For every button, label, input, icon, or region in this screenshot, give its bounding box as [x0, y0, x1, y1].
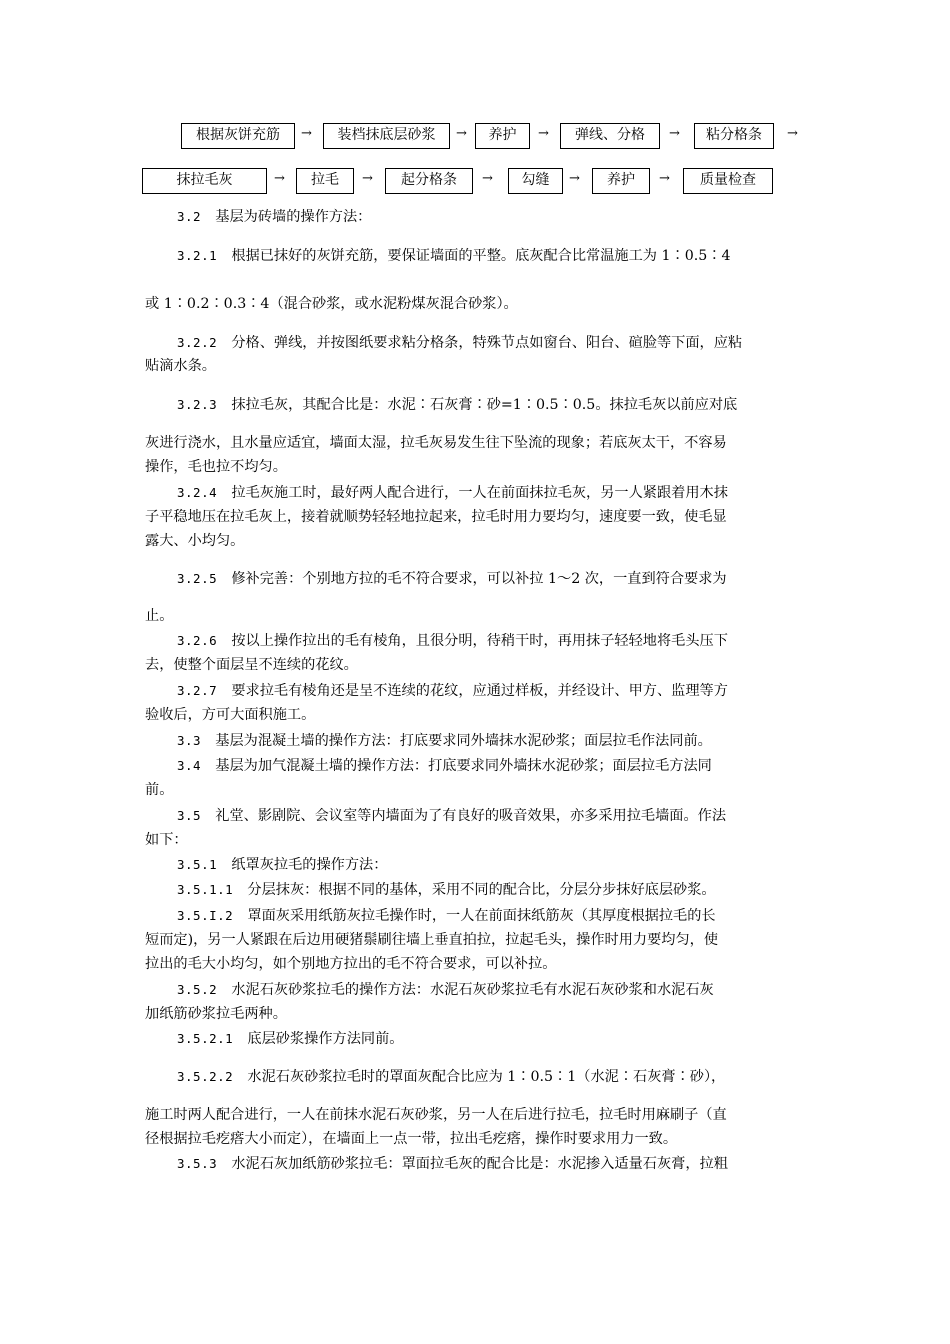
- para-3-2-6: [177, 631, 810, 651]
- section-number: 3.4: [177, 758, 202, 773]
- flow-step-9: 勾缝: [508, 168, 563, 194]
- para-3-5-1-2: [177, 906, 810, 926]
- section-text: 基层为加气混凝土墙的操作方法：打底要求同外墙抹水泥砂浆；面层拉毛方法同: [215, 758, 712, 774]
- para-3-2-1-cont: 或 1∶0.2∶0.3∶4（混合砂浆，或水泥粉煤灰混合砂浆）。: [145, 296, 518, 312]
- para-text: 罩面灰采用纸筋灰拉毛操作时，一人在前面抹纸筋灰（其厚度根据拉毛的长: [247, 908, 716, 924]
- section-number: 3.2.7: [177, 683, 218, 698]
- arrow-icon: →: [301, 126, 312, 141]
- para-text: 拉毛灰施工时，最好两人配合进行，一人在前面抹拉毛灰，另一人紧跟着用木抹: [231, 485, 728, 501]
- section-number: 3.5.2.2: [177, 1069, 234, 1084]
- section-number: 3.5.I.2: [177, 908, 234, 923]
- section-3-4: [177, 756, 810, 776]
- para-3-5-2-1: [177, 1029, 810, 1049]
- arrow-icon: →: [482, 171, 493, 186]
- para-3-2-3: [177, 395, 810, 415]
- section-text: 基层为砖墙的操作方法：: [215, 209, 372, 225]
- para-text: 水泥石灰加纸筋砂浆拉毛：罩面拉毛灰的配合比是：水泥掺入适量石灰膏，拉粗: [231, 1156, 728, 1172]
- para-3-5-2: [177, 980, 810, 1000]
- arrow-icon: →: [362, 171, 373, 186]
- para-text: 按以上操作拉出的毛有棱角，且很分明，待稍干时，再用抹子轻轻地将毛头压下: [231, 633, 728, 649]
- para-3-2-4-cont: 子平稳地压在拉毛灰上，接着就顺势轻轻地拉起来，拉毛时用力要均匀，速度要一致，使毛显: [145, 509, 727, 525]
- para-text: 抹拉毛灰，其配合比是：水泥∶石灰膏∶砂=1∶0.5∶0.5。抹拉毛灰以前应对底: [231, 397, 738, 413]
- section-number: 3.5.1: [177, 857, 218, 872]
- section-number: 3.5.3: [177, 1156, 218, 1171]
- section-3-5-cont: 如下：: [145, 832, 188, 848]
- para-text: 修补完善：个别地方拉的毛不符合要求，可以补拉 1～2 次，一直到符合要求为: [231, 571, 727, 587]
- para-3-5-1-1: [177, 880, 810, 900]
- section-number: 3.2.4: [177, 485, 218, 500]
- section-text: 礼堂、影剧院、会议室等内墙面为了有良好的吸音效果，亦多采用拉毛墙面。作法: [215, 808, 727, 824]
- flow-step-3: 养护: [475, 123, 530, 149]
- section-3-3: [177, 731, 810, 751]
- section-number: 3.2: [177, 209, 202, 224]
- section-number: 3.2.2: [177, 335, 218, 350]
- para-3-5-3: [177, 1154, 810, 1174]
- section-number: 3.3: [177, 733, 202, 748]
- para-3-2-6-cont: 去，使整个面层呈不连续的花纹。: [145, 657, 358, 673]
- section-number: 3.2.3: [177, 397, 218, 412]
- section-number: 3.5.2: [177, 982, 218, 997]
- para-3-2-7-cont: 验收后，方可大面积施工。: [145, 707, 316, 723]
- flow-step-7: 拉毛: [296, 168, 354, 194]
- flow-step-1: 根据灰饼充筋: [181, 123, 295, 149]
- section-number: 3.5.2.1: [177, 1031, 234, 1046]
- flow-step-6: 抹拉毛灰: [142, 168, 267, 194]
- para-3-5-1: [177, 855, 810, 875]
- para-3-5-2-2-cont: 径根据拉毛疙瘩大小而定），在墙面上一点一带，拉出毛疙瘩，操作时要求用力一致。: [145, 1131, 678, 1147]
- arrow-icon: →: [669, 126, 680, 141]
- para-text: 纸罩灰拉毛的操作方法：: [231, 857, 388, 873]
- flow-step-10: 养护: [592, 168, 650, 194]
- arrow-icon: →: [787, 126, 798, 141]
- para-3-2-4-cont: 露大、小均匀。: [145, 533, 245, 549]
- arrow-icon: →: [274, 171, 285, 186]
- para-3-5-2-2: [177, 1067, 810, 1087]
- flow-step-4: 弹线、分格: [560, 123, 660, 149]
- section-3-5: [177, 806, 810, 826]
- section-3-2: [177, 207, 810, 227]
- para-3-5-2-2-cont: 施工时两人配合进行，一人在前抹水泥石灰砂浆，另一人在后进行拉毛，拉毛时用麻刷子（直: [145, 1107, 727, 1123]
- arrow-icon: →: [659, 171, 670, 186]
- para-3-2-7: [177, 681, 810, 701]
- flow-step-5: 粘分格条: [694, 123, 774, 149]
- para-3-2-3-cont: 操作，毛也拉不均匀。: [145, 459, 287, 475]
- section-number: 3.2.5: [177, 571, 218, 586]
- para-text: 要求拉毛有棱角还是呈不连续的花纹，应通过样板，并经设计、甲方、监理等方: [231, 683, 728, 699]
- para-3-5-2-cont: 加纸筋砂浆拉毛两种。: [145, 1006, 287, 1022]
- para-3-5-1-2-cont: 拉出的毛大小均匀，如个别地方拉出的毛不符合要求，可以补拉。: [145, 956, 557, 972]
- section-number: 3.5: [177, 808, 202, 823]
- para-text: 底层砂浆操作方法同前。: [247, 1031, 404, 1047]
- section-text: 基层为混凝土墙的操作方法：打底要求同外墙抹水泥砂浆；面层拉毛作法同前。: [215, 733, 712, 749]
- section-number: 3.2.1: [177, 248, 218, 263]
- para-text: 水泥石灰砂浆拉毛的操作方法：水泥石灰砂浆拉毛有水泥石灰砂浆和水泥石灰: [231, 982, 714, 998]
- section-3-4-cont: 前。: [145, 782, 174, 798]
- para-3-2-2-cont: 贴滴水条。: [145, 358, 216, 374]
- arrow-icon: →: [538, 126, 549, 141]
- section-number: 3.2.6: [177, 633, 218, 648]
- para-text: 水泥石灰砂浆拉毛时的罩面灰配合比应为 1∶0.5∶1（水泥∶石灰膏∶砂），: [247, 1069, 726, 1085]
- para-text: 分层抹灰：根据不同的基体，采用不同的配合比，分层分步抹好底层砂浆。: [247, 882, 716, 898]
- arrow-icon: →: [456, 126, 467, 141]
- para-3-2-3-cont: 灰进行浇水，且水量应适宜，墙面太湿，拉毛灰易发生往下坠流的现象；若底灰太干，不容易: [145, 435, 727, 451]
- section-number: 3.5.1.1: [177, 882, 234, 897]
- para-text: 分格、弹线，并按图纸要求粘分格条，特殊节点如窗台、阳台、碹脸等下面，应粘: [231, 335, 743, 351]
- para-3-2-2: [177, 333, 810, 353]
- para-3-2-1: [177, 246, 810, 266]
- para-text: 根据已抹好的灰饼充筋，要保证墙面的平整。底灰配合比常温施工为 1∶0.5∶4: [231, 248, 731, 264]
- flow-step-11: 质量检查: [683, 168, 773, 194]
- flow-step-8: 起分格条: [385, 168, 473, 194]
- arrow-icon: →: [569, 171, 580, 186]
- para-3-5-1-2-cont: 短而定)，另一人紧跟在后边用硬猪鬃刷往墙上垂直拍拉，拉起毛头，操作时用力要均匀，使: [145, 932, 719, 948]
- para-3-2-4: [177, 483, 810, 503]
- para-3-2-5: [177, 569, 810, 589]
- flow-step-2: 装档抹底层砂浆: [323, 123, 450, 149]
- para-3-2-5-cont: 止。: [145, 608, 174, 624]
